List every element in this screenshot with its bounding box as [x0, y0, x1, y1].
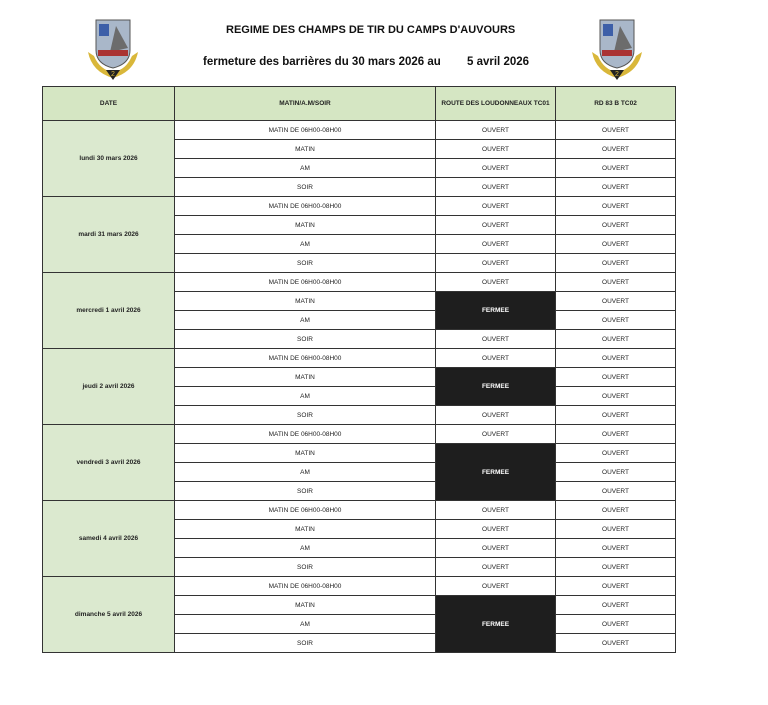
barrier-schedule-table	[42, 86, 676, 653]
route-tc01-status: OUVERT	[436, 159, 556, 178]
time-slot-cell: SOIR	[175, 558, 436, 577]
table-row	[43, 349, 676, 368]
rd83b-tc02-status: OUVERT	[556, 254, 676, 273]
time-slot-cell: AM	[175, 311, 436, 330]
rd83b-tc02-status: OUVERT	[556, 615, 676, 634]
table-row	[43, 197, 676, 216]
rd83b-tc02-status: OUVERT	[556, 425, 676, 444]
route-tc01-status: OUVERT	[436, 349, 556, 368]
time-slot-cell: MATIN DE 06H00-08H00	[175, 425, 436, 444]
time-slot-cell: SOIR	[175, 254, 436, 273]
column-header-date: DATE	[43, 87, 175, 121]
time-slot-cell: MATIN DE 06H00-08H00	[175, 349, 436, 368]
date-cell: mercredi 1 avril 2026	[43, 273, 175, 349]
time-slot-cell: MATIN	[175, 292, 436, 311]
rd83b-tc02-status: OUVERT	[556, 159, 676, 178]
time-slot-cell: AM	[175, 463, 436, 482]
time-slot-cell: AM	[175, 539, 436, 558]
rd83b-tc02-status: OUVERT	[556, 387, 676, 406]
rd83b-tc02-status: OUVERT	[556, 482, 676, 501]
time-slot-cell: MATIN DE 06H00-08H00	[175, 121, 436, 140]
route-tc01-status-closed: FERMEE	[436, 596, 556, 653]
rd83b-tc02-status: OUVERT	[556, 558, 676, 577]
rd83b-tc02-status: OUVERT	[556, 197, 676, 216]
time-slot-cell: MATIN	[175, 520, 436, 539]
rd83b-tc02-status: OUVERT	[556, 463, 676, 482]
route-tc01-status: OUVERT	[436, 178, 556, 197]
rd83b-tc02-status: OUVERT	[556, 121, 676, 140]
regiment-crest-logo-left	[82, 12, 144, 82]
route-tc01-status-closed: FERMEE	[436, 368, 556, 406]
rd83b-tc02-status: OUVERT	[556, 235, 676, 254]
date-cell: samedi 4 avril 2026	[43, 501, 175, 577]
rd83b-tc02-status: OUVERT	[556, 406, 676, 425]
route-tc01-status: OUVERT	[436, 140, 556, 159]
time-slot-cell: SOIR	[175, 634, 436, 653]
rd83b-tc02-status: OUVERT	[556, 349, 676, 368]
time-slot-cell: MATIN	[175, 596, 436, 615]
column-header-slot: MATIN/A.M/SOIR	[175, 87, 436, 121]
route-tc01-status: OUVERT	[436, 330, 556, 349]
svg-text:2: 2	[615, 71, 619, 78]
rd83b-tc02-status: OUVERT	[556, 216, 676, 235]
rd83b-tc02-status: OUVERT	[556, 577, 676, 596]
table-row	[43, 121, 676, 140]
route-tc01-status: OUVERT	[436, 539, 556, 558]
rd83b-tc02-status: OUVERT	[556, 501, 676, 520]
rd83b-tc02-status: OUVERT	[556, 520, 676, 539]
table-row	[43, 577, 676, 596]
time-slot-cell: SOIR	[175, 330, 436, 349]
time-slot-cell: MATIN DE 06H00-08H00	[175, 577, 436, 596]
period-subtitle: fermeture des barrières du 30 mars 2026 au	[203, 56, 441, 68]
time-slot-cell: AM	[175, 235, 436, 254]
date-cell: mardi 31 mars 2026	[43, 197, 175, 273]
rd83b-tc02-status: OUVERT	[556, 178, 676, 197]
route-tc01-status-closed: FERMEE	[436, 444, 556, 501]
rd83b-tc02-status: OUVERT	[556, 368, 676, 387]
rd83b-tc02-status: OUVERT	[556, 539, 676, 558]
time-slot-cell: MATIN	[175, 140, 436, 159]
time-slot-cell: MATIN DE 06H00-08H00	[175, 197, 436, 216]
route-tc01-status: OUVERT	[436, 558, 556, 577]
table-row	[43, 501, 676, 520]
svg-text:2: 2	[111, 71, 115, 78]
time-slot-cell: AM	[175, 159, 436, 178]
route-tc01-status: OUVERT	[436, 406, 556, 425]
rd83b-tc02-status: OUVERT	[556, 273, 676, 292]
table-header-row	[43, 87, 676, 121]
time-slot-cell: MATIN DE 06H00-08H00	[175, 501, 436, 520]
rd83b-tc02-status: OUVERT	[556, 140, 676, 159]
route-tc01-status: OUVERT	[436, 216, 556, 235]
route-tc01-status: OUVERT	[436, 254, 556, 273]
time-slot-cell: SOIR	[175, 482, 436, 501]
rd83b-tc02-status: OUVERT	[556, 292, 676, 311]
table-row	[43, 425, 676, 444]
table-row	[43, 273, 676, 292]
route-tc01-status: OUVERT	[436, 273, 556, 292]
rd83b-tc02-status: OUVERT	[556, 444, 676, 463]
rd83b-tc02-status: OUVERT	[556, 311, 676, 330]
rd83b-tc02-status: OUVERT	[556, 596, 676, 615]
date-cell: lundi 30 mars 2026	[43, 121, 175, 197]
time-slot-cell: AM	[175, 615, 436, 634]
route-tc01-status: OUVERT	[436, 520, 556, 539]
date-cell: jeudi 2 avril 2026	[43, 349, 175, 425]
rd83b-tc02-status: OUVERT	[556, 634, 676, 653]
route-tc01-status: OUVERT	[436, 121, 556, 140]
document-title: REGIME DES CHAMPS DE TIR DU CAMPS D'AUVOURS	[226, 24, 516, 36]
route-tc01-status: OUVERT	[436, 235, 556, 254]
time-slot-cell: AM	[175, 387, 436, 406]
time-slot-cell: MATIN	[175, 368, 436, 387]
column-header-route-tc01: ROUTE DES LOUDONNEAUX TC01	[436, 87, 556, 121]
regiment-crest-logo-right	[586, 12, 648, 82]
time-slot-cell: MATIN DE 06H00-08H00	[175, 273, 436, 292]
rd83b-tc02-status: OUVERT	[556, 330, 676, 349]
time-slot-cell: MATIN	[175, 444, 436, 463]
period-end-date: 5 avril 2026	[467, 56, 530, 68]
column-header-rd83b-tc02: RD 83 B TC02	[556, 87, 676, 121]
date-cell: dimanche 5 avril 2026	[43, 577, 175, 653]
route-tc01-status: OUVERT	[436, 577, 556, 596]
time-slot-cell: SOIR	[175, 178, 436, 197]
route-tc01-status-closed: FERMEE	[436, 292, 556, 330]
time-slot-cell: MATIN	[175, 216, 436, 235]
time-slot-cell: SOIR	[175, 406, 436, 425]
date-cell: vendredi 3 avril 2026	[43, 425, 175, 501]
route-tc01-status: OUVERT	[436, 425, 556, 444]
route-tc01-status: OUVERT	[436, 197, 556, 216]
route-tc01-status: OUVERT	[436, 501, 556, 520]
